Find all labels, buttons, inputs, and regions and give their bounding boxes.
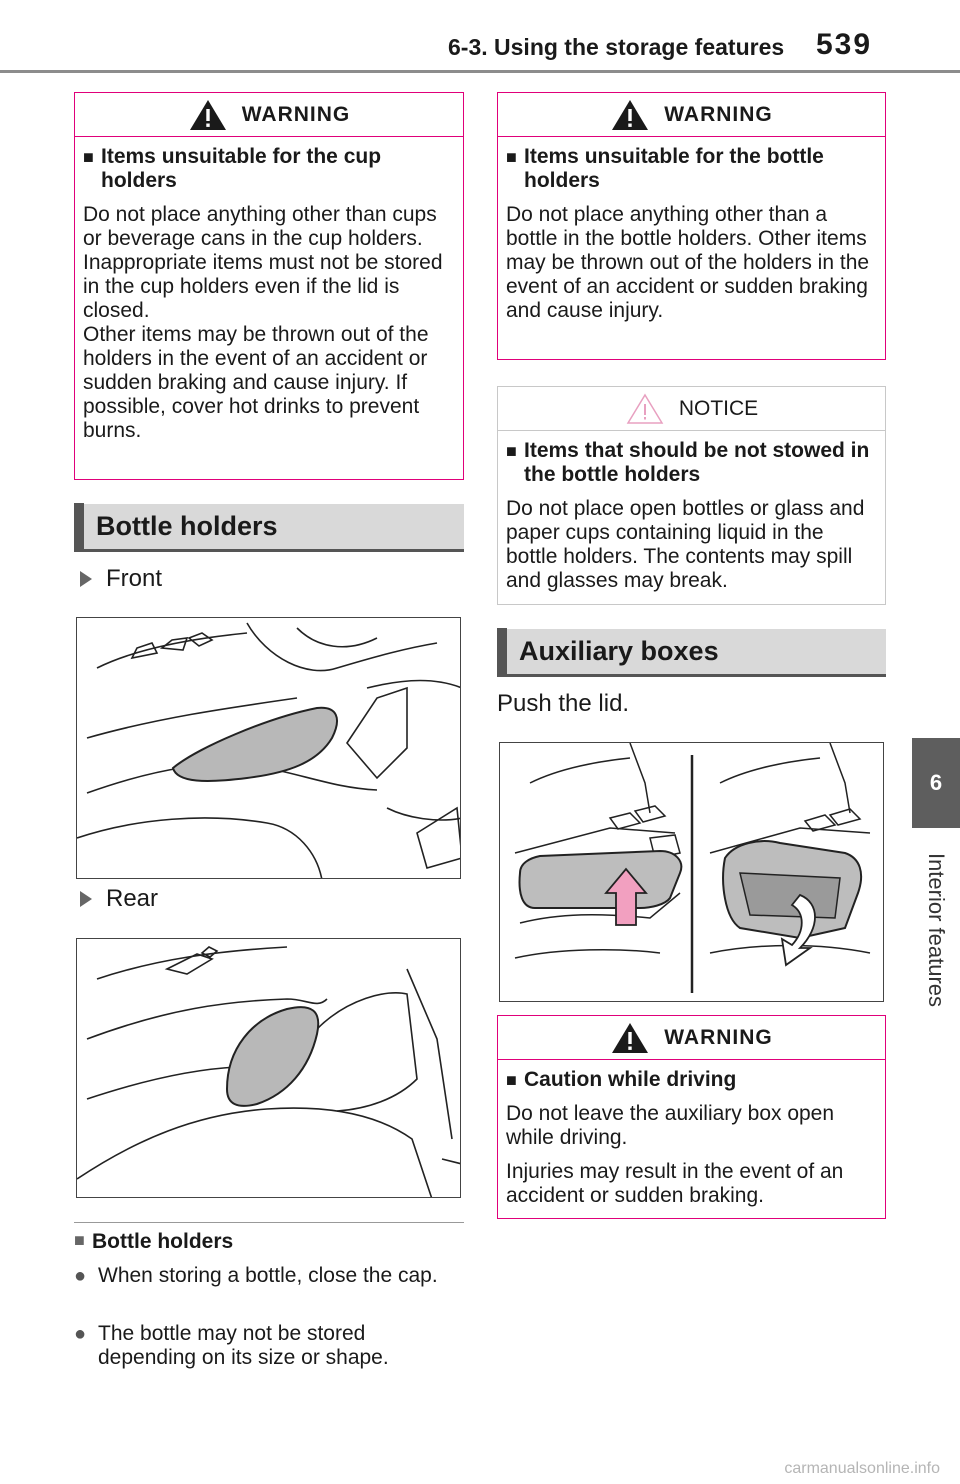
page-number: 539 (816, 28, 873, 61)
watermark: carmanualsonline.info (784, 1460, 940, 1477)
notes-divider (74, 1222, 464, 1223)
warning-title: ■ Items unsuitable for the bottle holders (506, 145, 824, 192)
front-bottle-holder-illustration (76, 617, 461, 879)
notice-heading: NOTICE (678, 396, 759, 420)
section-title: 6-3. Using the storage features (448, 34, 785, 60)
chapter-title: Interior features (924, 852, 949, 1008)
square-bullet-icon: ■ (83, 147, 94, 167)
warning-icon (610, 98, 650, 132)
warning-paragraph: Do not place anything other than cups or beverage cans in the cup holders. Inappropriate items must not be stored in the cup holders even if the lid is closed. Other items may be thrown out of the holders in the event of an accident or sudden braking and cause injury. If possible, cover hot drinks to prevent burns. (83, 203, 443, 442)
square-bullet-icon: ■ (506, 147, 517, 167)
round-bullet-icon: ● (74, 1323, 87, 1345)
warning-icon (610, 1021, 650, 1055)
warning-header (498, 1016, 885, 1060)
warning-heading: WARNING (241, 102, 351, 126)
arrow-bullet-icon (80, 571, 92, 587)
cup-holder-warning-box (74, 92, 464, 480)
bullet-rear: Rear (80, 885, 158, 913)
header-rule (0, 70, 960, 73)
notice-header (498, 387, 885, 431)
note-item: ● The bottle may not be stored depending on its size or shape. (74, 1322, 389, 1369)
warning-paragraph: Injuries may result in the event of an accident or sudden braking. (506, 1160, 844, 1207)
warning-heading: WARNING (664, 1025, 773, 1049)
square-bullet-icon: ■ (506, 441, 517, 461)
round-bullet-icon: ● (74, 1265, 87, 1287)
warning-paragraph: Do not leave the auxiliary box open while driving. (506, 1102, 835, 1149)
warning-icon (188, 98, 228, 132)
bottle-holder-warning-box (497, 92, 886, 360)
warning-heading: WARNING (664, 102, 773, 126)
bottle-holder-notice-box (497, 386, 886, 605)
warning-header (75, 93, 463, 137)
auxiliary-box-illustration (499, 742, 884, 1002)
warning-paragraph: Do not place anything other than a bottle in the bottle holders. Other items may be thrown out of the holders in the event of an accident or sudden braking and cause injury. (506, 203, 870, 322)
note-item: ● When storing a bottle, close the cap. (74, 1264, 438, 1287)
square-bullet-icon: ■ (74, 1230, 85, 1250)
square-bullet-icon: ■ (506, 1070, 517, 1090)
instruction-text: Push the lid. (497, 690, 630, 717)
warning-header (498, 93, 885, 137)
driving-caution-warning-box (497, 1015, 886, 1219)
notice-title: ■ Items that should be not stowed in the bottle holders (506, 439, 870, 486)
section-heading-auxiliary-boxes: Auxiliary boxes (497, 629, 886, 677)
section-heading-bottle-holders: Bottle holders (74, 504, 464, 552)
chapter-number: 6 (929, 770, 943, 795)
arrow-bullet-icon (80, 891, 92, 907)
caution-outline-icon (625, 392, 665, 426)
chapter-tab[interactable] (912, 738, 960, 828)
notes-heading: ■ Bottle holders (74, 1230, 234, 1253)
notice-paragraph: Do not place open bottles or glass and paper cups containing liquid in the bottle holders. The contents may spill and glasses may break. (506, 497, 865, 592)
rear-bottle-holder-illustration (76, 938, 461, 1198)
bullet-front: Front (80, 565, 162, 593)
warning-title: ■ Caution while driving (506, 1068, 737, 1091)
warning-title: ■ Items unsuitable for the cup holders (83, 145, 382, 192)
